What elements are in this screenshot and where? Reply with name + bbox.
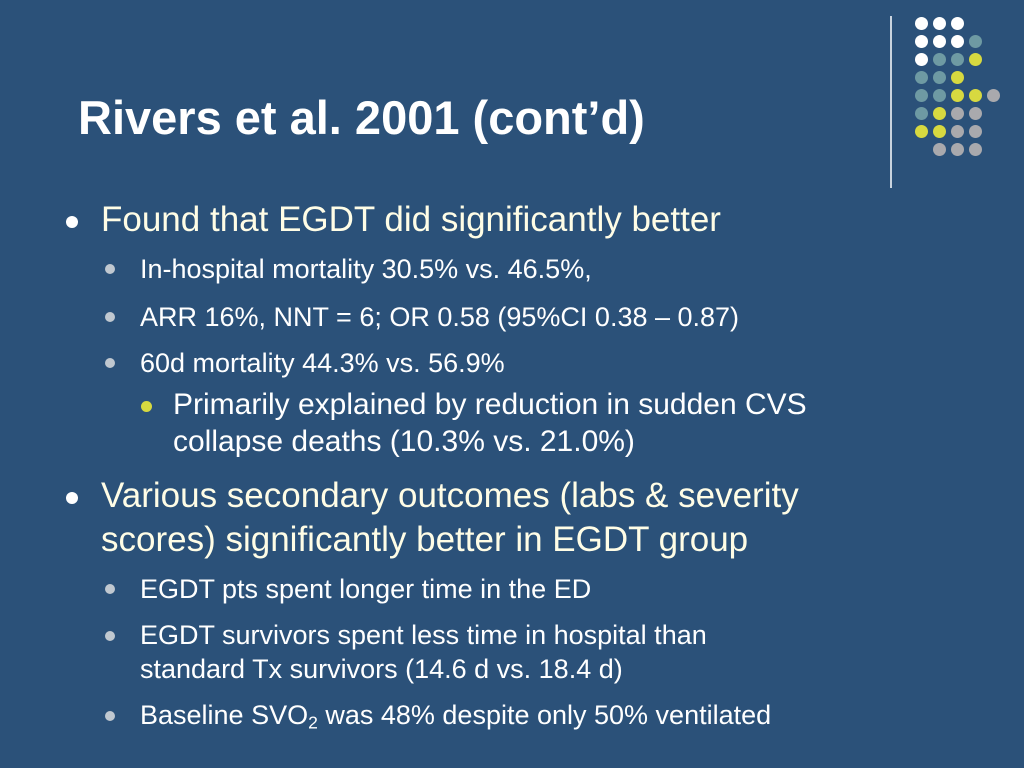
svo-subscript: 2 [308, 712, 318, 733]
bullet-dot-icon [105, 264, 115, 274]
bullet-item-l2: EGDT pts spent longer time in the ED [140, 574, 592, 604]
bullet-item-l3-continued: collapse deaths (10.3% vs. 21.0%) [173, 425, 635, 458]
bullet-dot-icon [105, 584, 115, 594]
bullet-item-l2: 60d mortality 44.3% vs. 56.9% [140, 348, 505, 378]
svo-label: Baseline SVO [140, 700, 309, 730]
bullet-item-l2: ARR 16%, NNT = 6; OR 0.58 (95%CI 0.38 – 0.87) [140, 302, 740, 332]
bullet-dot-icon [105, 711, 115, 721]
bullet-dot-icon [105, 631, 115, 641]
bullet-item-l1: Found that EGDT did significantly better [101, 200, 721, 239]
bullet-item-l2: In-hospital mortality 30.5% vs. 46.5%, [140, 254, 592, 284]
slide-title: Rivers et al. 2001 (cont’d) [78, 91, 645, 144]
svo-text: was 48% despite only 50% ventilated [317, 700, 772, 730]
bullet-item-l1: Various secondary outcomes (labs & severity [101, 476, 799, 515]
bullet-item-l3: Primarily explained by reduction in sudden CVS [173, 388, 807, 421]
bullet-dot-icon [66, 492, 78, 504]
bullet-item-l1-continued: scores) significantly better in EGDT group [101, 520, 749, 559]
bullet-dot-icon [105, 312, 115, 322]
bullet-dot-icon [141, 401, 152, 412]
bullet-item-l2-continued: standard Tx survivors (14.6 d vs. 18.4 d) [140, 654, 623, 684]
bullet-dot-icon [66, 216, 78, 228]
bullet-dot-icon [105, 358, 115, 368]
bullet-item-l2: EGDT survivors spent less time in hospital than [140, 620, 707, 650]
bullet-item-l2 [140, 698, 771, 732]
